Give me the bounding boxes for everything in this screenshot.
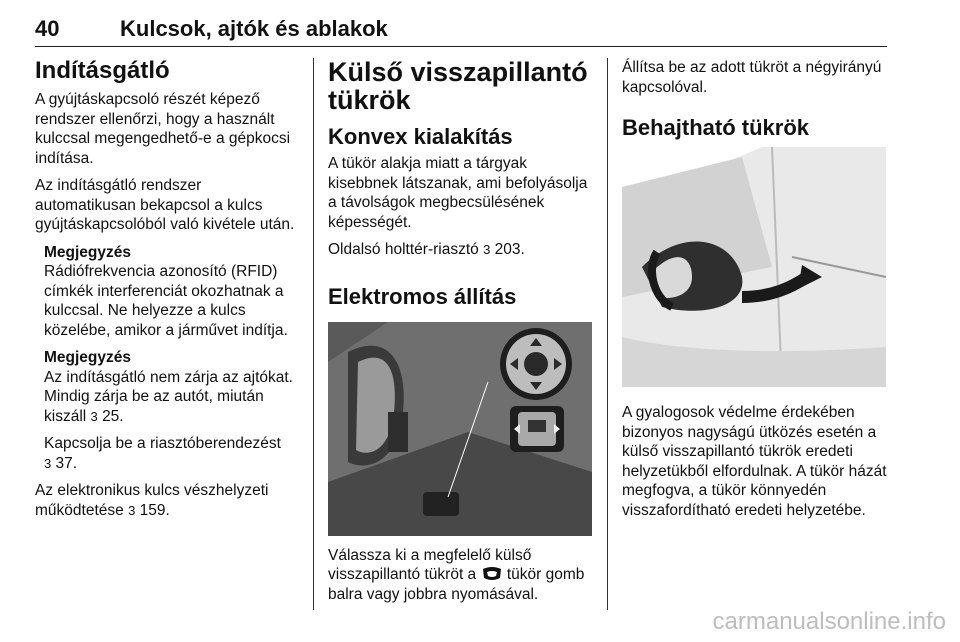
page-link[interactable]: 203. [494,241,525,258]
subsection-title: Behajtható tükrök [622,115,810,140]
reference-arrow-icon: 3 [90,408,98,424]
page-header [35,10,887,47]
page-link[interactable]: 37. [55,454,78,472]
section-title: Külső visszapillantó tükrök [328,57,588,115]
reference-arrow-icon: 3 [44,455,52,471]
reference-arrow-icon: 3 [128,502,136,518]
paragraph: Kapcsolja be a riasztóberendezést 3 37. [44,435,281,472]
note-box [44,243,297,474]
paragraph: Az elektronikus kulcs vészhelyzeti működtetése 3 159. [35,482,269,519]
paragraph: A tükör alakja miatt a tárgyak kisebbnek látszanak, ami befolyásolja a távolságok megbecsülésének képességét. [328,155,588,231]
column-immobiliser [35,58,297,528]
mirror-adjustment-illustration [328,322,592,536]
subsection-title: Elektromos állítás [328,283,517,309]
paragraph: Az indításgátló rendszer automatikusan bekapcsol a kulcs gyújtáskapcsolóból való kivétele után. [35,177,295,233]
chapter-title: Kulcsok, ajtók és ablakok [120,16,388,41]
column-divider [313,58,314,610]
note-title: Megjegyzés [44,349,132,366]
paragraph: Oldalsó holttér-riasztó 3 203. [328,241,525,258]
column-divider [607,58,608,610]
watermark: carmanualsonline.info [712,608,946,635]
folding-mirror-illustration [622,147,886,387]
subsection-title: Konvex kialakítás [328,124,513,149]
paragraph: A gyújtáskapcsoló részét képező rendszer ellenőrzi, hogy a használt kulccsal megengedhető-e a gépkocsi indítása. [35,91,291,167]
note-title: Megjegyzés [44,243,132,261]
paragraph: Állítsa be az adott tükröt a négyirányú kapcsolóval. [622,59,882,96]
mirror-select-switch-icon [481,566,503,582]
column-exterior-mirrors [328,58,594,612]
section-title: Indításgátló [35,57,170,84]
note-text: Az indításgátló nem zárja az ajtókat. Mindig zárja be az autót, miután kiszáll 3 25. [44,368,293,425]
note-text: Rádiófrekvencia azonosító (RFID) címkék interferenciát okozhatnak a kulccsal. Ne helyezze a kulcs közelébe, amikor a járművet indítja. [44,263,288,339]
reference-arrow-icon: 3 [483,242,491,257]
page-number: 40 [35,16,60,41]
figure-caption: Válassza ki a megfelelő külső visszapillantó tükröt a tükör gomb balra vagy jobbra nyomásával. [328,546,585,603]
column-folding-mirrors [622,58,888,528]
page-link[interactable]: 25. [102,407,124,425]
paragraph: A gyalogosok védelme érdekében bizonyos nagyságú ütközés esetén a külső visszapillantó tükrök eredeti helyzetükből elfordulnak. A tükör házát megfogva, a tükör könnyedén visszafordítható eredeti helyzetébe. [622,404,887,519]
page-link[interactable]: 159. [139,501,170,519]
